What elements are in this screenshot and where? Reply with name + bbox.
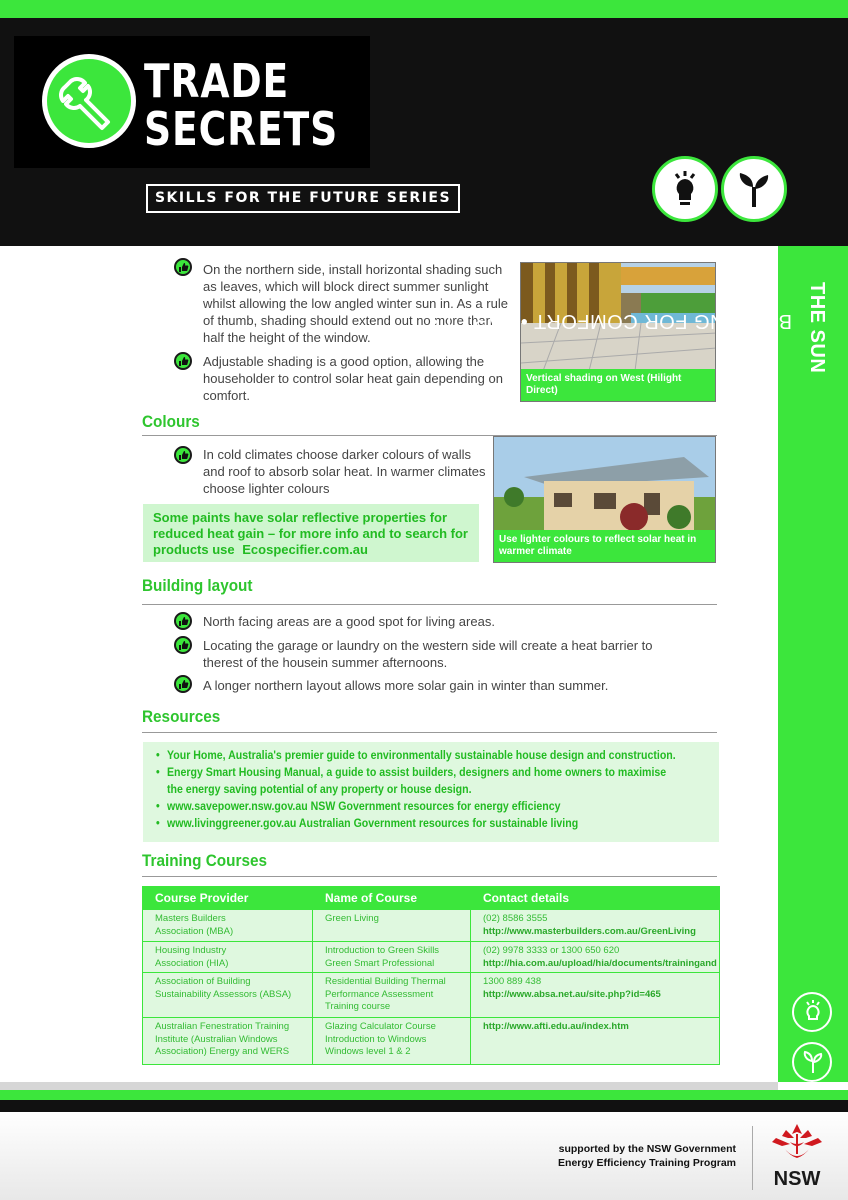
divider bbox=[142, 876, 717, 877]
top-green-bar bbox=[0, 0, 848, 18]
sidebar-title: BUILDING FOR COMFORT • PART 1 • THE SUN bbox=[429, 282, 828, 374]
logo-title-line2: SECRETS bbox=[144, 102, 339, 156]
thumbs-up-icon bbox=[174, 446, 192, 464]
resource-item: • Energy Smart Housing Manual, a guide to assist builders, designers and home owners to maximise bbox=[155, 767, 667, 779]
thumbs-up-icon bbox=[174, 675, 192, 693]
training-table bbox=[142, 886, 720, 1065]
table-row bbox=[143, 941, 719, 972]
resource-item: • Your Home, Australia's premier guide to environmentally sustainable house design and construction. bbox=[155, 750, 676, 762]
ecospecifier-link[interactable]: Ecospecifier.com.au bbox=[242, 542, 368, 557]
photo-caption-light-colours: Use lighter colours to reflect solar heat in warmer climate bbox=[494, 530, 715, 562]
lightbulb-icon bbox=[652, 156, 718, 222]
logo bbox=[14, 36, 370, 168]
layout-bullet-3: A longer northern layout allows more solar gain in winter than summer. bbox=[203, 678, 609, 693]
resources-box bbox=[143, 742, 719, 842]
layout-bullet-1: North facing areas are a good spot for living areas. bbox=[203, 614, 495, 629]
thumbs-up-icon bbox=[174, 258, 192, 276]
page-shadow bbox=[0, 1082, 778, 1090]
nsw-logo bbox=[764, 1120, 830, 1196]
thumbs-up-icon bbox=[174, 352, 192, 370]
resource-item-link[interactable]: • www.savepower.nsw.gov.au NSW Government resources for energy efficiency bbox=[155, 801, 561, 813]
shading-bullet-2: Adjustable shading is a good option, allowing the householder to control solar heat gain depending on comfort. bbox=[203, 354, 503, 403]
cell-course: Residential Building Thermal Performance Assessment Training course bbox=[313, 973, 471, 1017]
divider bbox=[142, 732, 717, 733]
resource-item-continuation: the energy saving potential of any property or house design. bbox=[167, 784, 472, 796]
footer bbox=[0, 1112, 848, 1200]
divider bbox=[142, 604, 717, 605]
layout-bullet-2: Locating the garage or laundry on the western side will create a heat barrier to therest of the housein summer afternoons. bbox=[203, 638, 653, 670]
cell-contact bbox=[471, 1018, 719, 1064]
thumbs-up-icon bbox=[174, 612, 192, 630]
footer-support-text: supported by the NSW Government Energy Efficiency Training Program bbox=[558, 1143, 736, 1169]
cell-course: Glazing Calculator Course Introduction to Windows Windows level 1 & 2 bbox=[313, 1018, 471, 1064]
cell-contact: 1300 889 438 http://www.absa.net.au/site.php?id=465 bbox=[483, 976, 661, 1000]
waratah-icon bbox=[764, 1120, 830, 1168]
heading-building-layout: Building layout bbox=[142, 576, 253, 595]
cell-contact: (02) 8586 3555 http://www.masterbuilders.com.au/GreenLiving bbox=[483, 913, 696, 937]
leaf-sprout-icon bbox=[792, 1042, 832, 1082]
cell-course: Introduction to Green Skills Green Smart Professional bbox=[313, 942, 471, 972]
cell-provider: Association of Building Sustainability Assessors (ABSA) bbox=[143, 973, 313, 1017]
photo-caption-vertical-shading: Vertical shading on West (Hilight Direct) bbox=[521, 369, 715, 401]
thumbs-up-icon bbox=[174, 636, 192, 654]
shading-bullet-1: On the northern side, install horizontal shading such as leaves, which will block direct summer sunlight whilst allowing the low angled winter sun in. As a rule of thumb, shading should extend out no more than half the height of the window. bbox=[203, 262, 508, 345]
photo-vertical-shading bbox=[520, 262, 716, 402]
heading-resources: Resources bbox=[142, 707, 221, 726]
table-row bbox=[143, 1017, 719, 1064]
column-header: Course Provider bbox=[155, 891, 249, 905]
table-row bbox=[143, 909, 719, 941]
column-header: Contact details bbox=[483, 891, 570, 905]
contact-link[interactable]: http://www.absa.net.au/site.php?id=465 bbox=[483, 988, 661, 1000]
header bbox=[0, 18, 848, 246]
bottom-green-bar bbox=[0, 1090, 848, 1100]
column-header: Name of Course bbox=[325, 891, 418, 905]
heading-colours: Colours bbox=[142, 412, 200, 431]
logo-title-line1: TRADE bbox=[144, 54, 290, 108]
wrench-icon bbox=[42, 54, 136, 148]
resource-item-link[interactable]: • www.livinggreener.gov.au Australian Government resources for sustainable living bbox=[155, 818, 579, 830]
contact-link[interactable]: http://www.afti.edu.au/index.htm bbox=[483, 1021, 629, 1032]
callout-text: Some paints have solar reflective properties for reduced heat gain – for more info and to search for products use bbox=[153, 510, 468, 557]
leaf-sprout-icon bbox=[721, 156, 787, 222]
heading-training-courses: Training Courses bbox=[142, 851, 267, 870]
lightbulb-icon bbox=[792, 992, 832, 1032]
cell-provider: Masters Builders Association (MBA) bbox=[143, 910, 313, 941]
contact-link[interactable]: http://hia.com.au/upload/hia/documents/trainingand bbox=[483, 957, 717, 969]
colours-bullet: In cold climates choose darker colours of walls and roof to absorb solar heat. In warmer climates choose lighter colours bbox=[203, 447, 486, 496]
divider bbox=[752, 1126, 753, 1190]
series-label: SKILLS FOR THE FUTURE SERIES bbox=[146, 184, 460, 213]
bottom-black-bar bbox=[0, 1100, 848, 1112]
table-header bbox=[143, 887, 719, 909]
cell-course: Green Living bbox=[313, 910, 471, 941]
table-row bbox=[143, 972, 719, 1017]
solar-paint-callout bbox=[143, 504, 479, 562]
nsw-logo-text: NSW bbox=[773, 1168, 821, 1190]
cell-provider: Australian Fenestration Training Institute (Australian Windows Association) Energy and WERS bbox=[143, 1018, 313, 1064]
contact-link[interactable]: http://www.masterbuilders.com.au/GreenLiving bbox=[483, 925, 696, 937]
cell-provider: Housing Industry Association (HIA) bbox=[143, 942, 313, 972]
photo-light-colours-house bbox=[493, 436, 716, 563]
cell-contact: (02) 9978 3333 or 1300 650 620 http://hia.com.au/upload/hia/documents/trainingand bbox=[483, 945, 717, 969]
